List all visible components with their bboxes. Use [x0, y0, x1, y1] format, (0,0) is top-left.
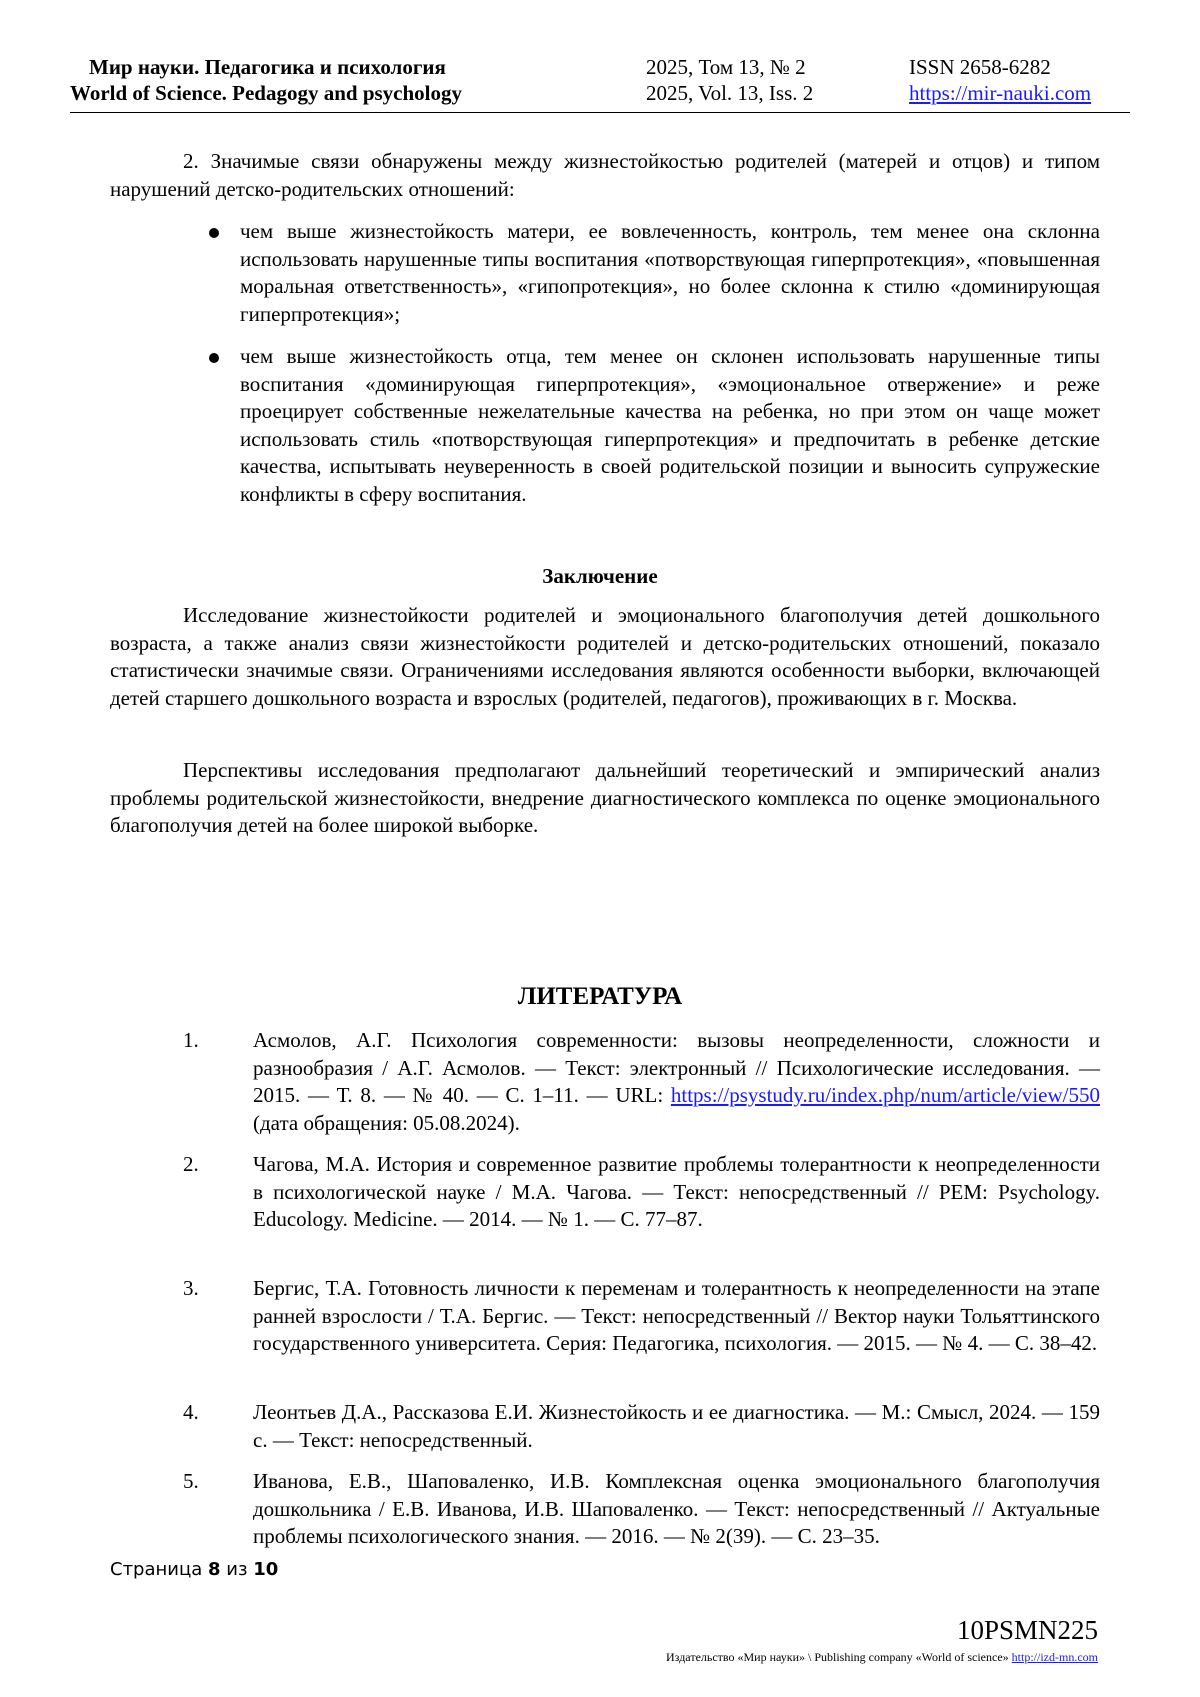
page-of: из — [226, 1559, 248, 1580]
issn: ISSN 2658-6282 — [909, 55, 1051, 79]
conclusion-paragraph-2: Перспективы исследования предполагают дальнейший теоретический и эмпирический анализ проблемы родительской жизнестойкости, внедрение диагностического комплекса по оценке эмоционального благополучия детей на более широкой выборке. — [110, 758, 1100, 837]
reference-number: 1. — [183, 1028, 199, 1052]
publisher-name: Издательство «Мир науки» \ Publishing company «World of science» — [666, 1650, 1009, 1664]
reference-item-5: Иванова, Е.В., Шаповаленко, И.В. Комплексная оценка эмоционального благополучия дошкольника / Е.В. Иванова, И.В. Шаповаленко. — Текст: непосредственный // Актуальные проблемы психологического знания. — 2016. — № 2(39). — С. 23–35. — [253, 1469, 1100, 1548]
issue-en: 2025, Vol. 13, Iss. 2 — [646, 81, 814, 105]
journal-site-link[interactable]: https://mir-nauki.com — [909, 81, 1092, 105]
reference-number: 5. — [183, 1469, 199, 1493]
reference-item-1 — [253, 1027, 1100, 1137]
header-divider — [70, 112, 1130, 113]
page-current: 8 — [208, 1559, 221, 1580]
article-code: 10PSMN225 — [956, 1615, 1098, 1645]
bullet-dot-icon — [209, 353, 219, 363]
reference-url-link[interactable]: https://psystudy.ru/index.php/num/article/view/550 — [670, 1083, 1100, 1107]
reference-item-2: Чагова, М.А. История и современное развитие проблемы толерантности к неопределенности в психологической науке / М.А. Чагова. — Текст: непосредственный // PEM: Psychology. Educology. Medicine. — 2014. — № 1. — С. 77–87. — [253, 1152, 1100, 1231]
page-total: 10 — [253, 1559, 279, 1580]
finding-2-paragraph: 2. Значимые связи обнаружены между жизнестойкостью родителей (матерей и отцов) и типом нарушений детско-родительских отношений: — [110, 149, 1100, 201]
bullet-dot-icon — [209, 228, 219, 238]
references-heading: ЛИТЕРАТУРА — [517, 983, 683, 1010]
conclusion-paragraph-1: Исследование жизнестойкости родителей и эмоционального благополучия детей дошкольного возраста, а также анализ связи жизнестойкости родителей и детско-родительских отношений, показало статистически значимые связи. Ограничениями исследования являются особенности выборки, включающей детей старшего дошкольного возраста и взрослых (родителей, педагогов), проживающих в г. Москва. — [110, 603, 1100, 710]
bullet-item-mother: чем выше жизнестойкость матери, ее вовлеченность, контроль, тем менее она склонна использовать нарушенные типы воспитания «потворствующая гиперпротекция», «повышенная моральная ответственность», «гипопротекция», но более склонна к стилю «доминирующая гиперпротекция»; — [240, 219, 1100, 326]
reference-access-date: (дата обращения: 05.08.2024). — [253, 1110, 520, 1135]
page-indicator — [110, 1559, 278, 1580]
reference-number: 4. — [183, 1400, 199, 1424]
bullet-item-father: чем выше жизнестойкость отца, тем менее он склонен использовать нарушенные типы воспитания «доминирующая гиперпротекция», «эмоциональное отвержение» и реже проецирует собственные нежелательные качества на ребенка, но при этом он чаще может использовать стиль «потворствующая гиперпротекция» и предпочитать в ребенке детские качества, испытывать неуверенность в своей родительской позиции и выносить супружеские конфликты в сферу воспитания. — [240, 344, 1100, 506]
conclusion-heading: Заключение — [542, 564, 658, 588]
publisher-url-link[interactable]: http://izd-mn.com — [1011, 1650, 1098, 1664]
journal-title-en: World of Science. Pedagogy and psychology — [70, 81, 463, 105]
reference-number: 2. — [183, 1152, 199, 1176]
reference-text: Асмолов, А.Г. Психология современности: вызовы неопределенности, сложности и разнообразия / А.Г. Асмолов. — Текст: электронный // Психологические исследования. — 2015. — Т. 8. — № 40. — С. 1–11. — URL: — [253, 1028, 1100, 1107]
reference-item-3: Бергис, Т.А. Готовность личности к переменам и толерантность к неопределенности на этапе ранней взрослости / Т.А. Бергис. — Текст: непосредственный // Вектор науки Тольяттинского государственного университета. Серия: Педагогика, психология. — 2015. — № 4. — С. 38–42. — [253, 1276, 1100, 1355]
reference-item-4: Леонтьев Д.А., Рассказова Е.И. Жизнестойкость и ее диагностика. — М.: Смысл, 2024. — 159 с. — Текст: непосредственный. — [253, 1400, 1100, 1452]
issue-ru: 2025, Том 13, № 2 — [646, 55, 806, 79]
reference-number: 3. — [183, 1276, 199, 1300]
publisher-line — [666, 1650, 1098, 1665]
page-label: Страница — [110, 1559, 203, 1580]
journal-title-ru: Мир науки. Педагогика и психология — [89, 55, 446, 79]
